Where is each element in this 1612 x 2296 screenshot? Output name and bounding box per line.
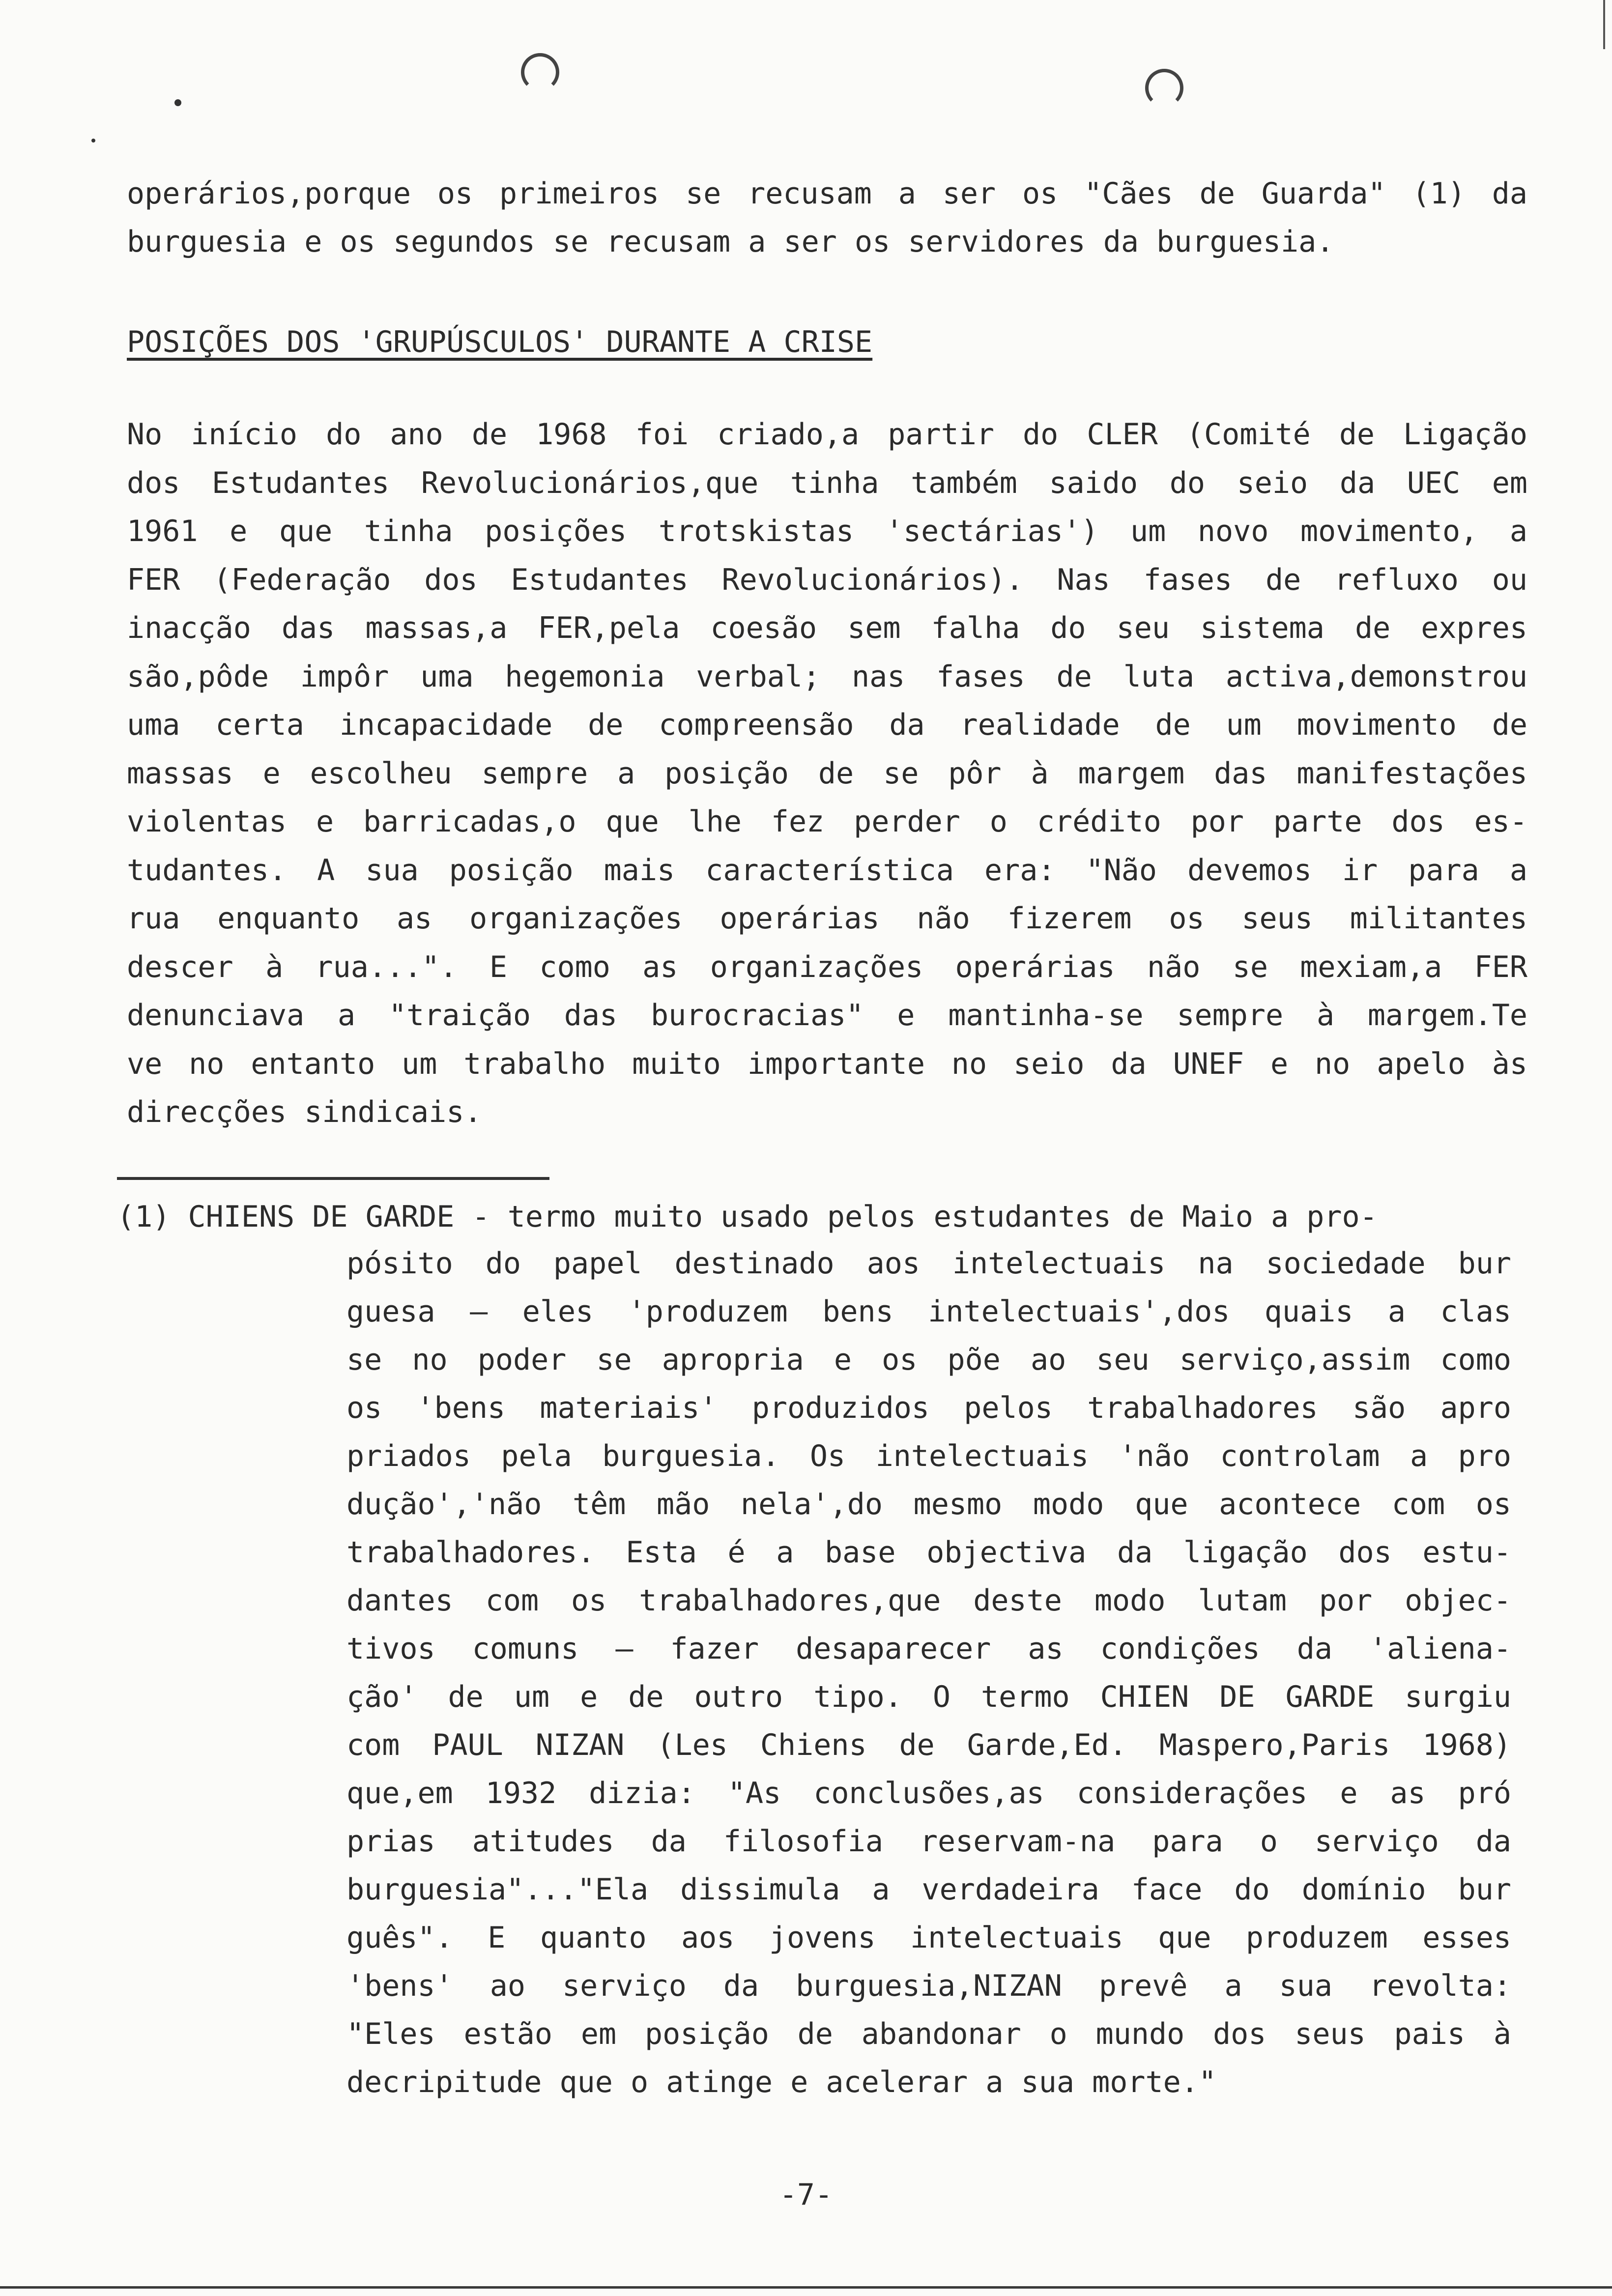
paragraph-line: tudantes. A sua posição mais característica era: "Não devemos ir para a xyxy=(127,853,1527,888)
footnote-divider xyxy=(117,1177,549,1180)
footnote-line: "Eles estão em posição de abandonar o mundo dos seus pais à xyxy=(346,2017,1511,2051)
footnote-line: tivos comuns — fazer desaparecer as condições da 'aliena- xyxy=(346,1632,1511,1666)
ink-dot xyxy=(91,139,95,143)
footnote-line: com PAUL NIZAN (Les Chiens de Garde,Ed. Maspero,Paris 1968) xyxy=(346,1728,1511,1762)
paragraph-line: rua enquanto as organizações operárias não fizerem os seus militantes xyxy=(127,901,1527,936)
page-number: -7- xyxy=(779,2178,833,2212)
footnote-first-line: (1) CHIENS DE GARDE - termo muito usado pelos estudantes de Maio a pro- xyxy=(117,1200,1378,1234)
footnote-line: priados pela burguesia. Os intelectuais 'não controlam a pro xyxy=(346,1439,1511,1473)
punch-hole-right xyxy=(1145,69,1183,107)
paragraph-line: No início do ano de 1968 foi criado,a partir do CLER (Comité de Ligação xyxy=(127,417,1527,452)
footnote-line: pósito do papel destinado aos intelectuais na sociedade bur xyxy=(346,1246,1511,1281)
paragraph-line: uma certa incapacidade de compreensão da realidade de um movimento de xyxy=(127,708,1527,742)
paragraph-line: denunciava a "traição das burocracias" e mantinha-se sempre à margem.Te xyxy=(127,998,1527,1033)
footnote-line: burguesia"..."Ela dissimula a verdadeira face do domínio bur xyxy=(346,1872,1511,1907)
paragraph-line: 1961 e que tinha posições trotskistas 'sectárias') um novo movimento, a xyxy=(127,514,1527,548)
paragraph-line: são,pôde impôr uma hegemonia verbal; nas fases de luta activa,demonstrou xyxy=(127,659,1527,694)
footnote-line: decripitude que o atinge e acelerar a sua morte." xyxy=(346,2065,1217,2099)
footnote-line: 'bens' ao serviço da burguesia,NIZAN prevê a sua revolta: xyxy=(346,1969,1511,2003)
intro-line: burguesia e os segundos se recusam a ser os servidores da burguesia. xyxy=(127,225,1334,259)
bottom-rule xyxy=(0,2286,1612,2289)
section-heading: POSIÇÕES DOS 'GRUPÚSCULOS' DURANTE A CRISE xyxy=(127,325,873,359)
paragraph-line: violentas e barricadas,o que lhe fez perder o crédito por parte dos es- xyxy=(127,804,1527,839)
paragraph-line: dos Estudantes Revolucionários,que tinha também saido do seio da UEC em xyxy=(127,465,1527,500)
footnote-line: trabalhadores. Esta é a base objectiva da ligação dos estu- xyxy=(346,1535,1511,1570)
paragraph-line: inacção das massas,a FER,pela coesão sem falha do seu sistema de expres xyxy=(127,611,1527,645)
footnote-line: se no poder se apropria e os põe ao seu serviço,assim como xyxy=(346,1343,1511,1377)
footnote-line: prias atitudes da filosofia reservam-na para o serviço da xyxy=(346,1824,1511,1859)
footnote-line: que,em 1932 dizia: "As conclusões,as considerações e as pró xyxy=(346,1776,1511,1810)
ink-dot xyxy=(174,99,181,106)
paragraph-line: descer à rua...". E como as organizações operárias não se mexiam,a FER xyxy=(127,949,1527,984)
footnote-line: dução','não têm mão nela',do mesmo modo que acontece com os xyxy=(346,1487,1511,1521)
footnote-line: dantes com os trabalhadores,que deste modo lutam por objec- xyxy=(346,1583,1511,1618)
paragraph-line: ve no entanto um trabalho muito importante no seio da UNEF e no apelo às xyxy=(127,1046,1527,1081)
paragraph-line: massas e escolheu sempre a posição de se pôr à margem das manifestações xyxy=(127,756,1527,791)
footnote-line: os 'bens materiais' produzidos pelos trabalhadores são apro xyxy=(346,1391,1511,1425)
paragraph-line: FER (Federação dos Estudantes Revolucionários). Nas fases de refluxo ou xyxy=(127,562,1527,597)
footnote-line: ção' de um e de outro tipo. O termo CHIEN DE GARDE surgiu xyxy=(346,1680,1511,1714)
footnote-line: guesa — eles 'produzem bens intelectuais',dos quais a clas xyxy=(346,1294,1511,1329)
paragraph-line: direcções sindicais. xyxy=(127,1095,482,1129)
intro-line: operários,porque os primeiros se recusam a ser os "Cães de Guarda" (1) da xyxy=(127,176,1527,211)
page-edge-mark xyxy=(1603,0,1605,49)
footnote-line: guês". E quanto aos jovens intelectuais que produzem esses xyxy=(346,1921,1511,1955)
punch-hole-left xyxy=(521,53,559,91)
